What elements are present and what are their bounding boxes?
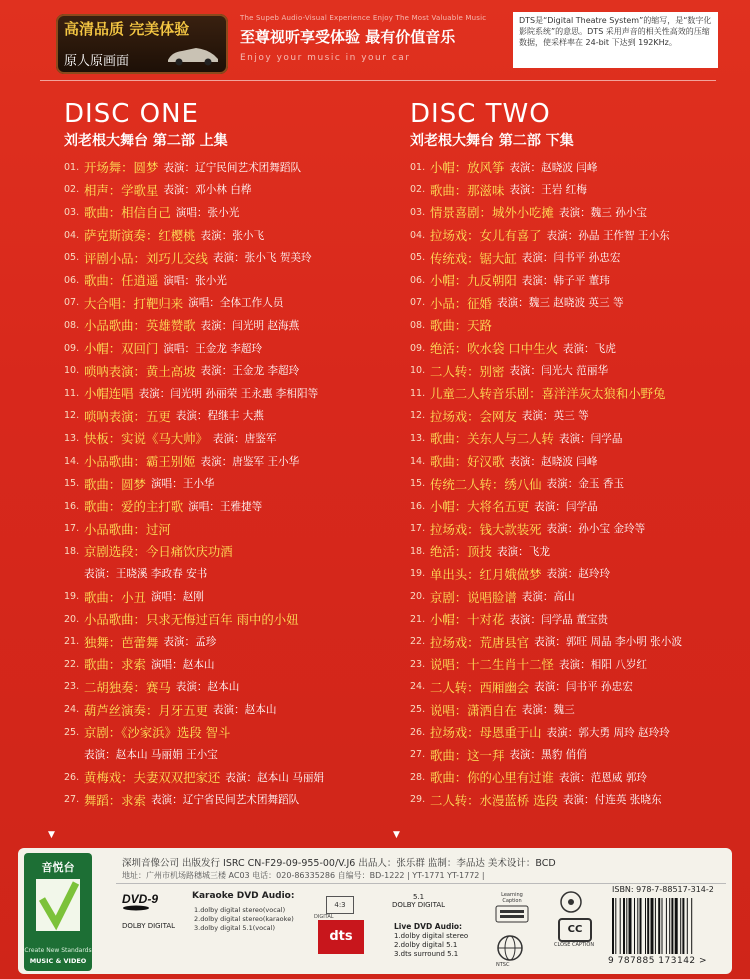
- track-row: [64, 766, 394, 789]
- track-performers: 演唱：张小光: [163, 274, 227, 287]
- track-performers: 演唱：赵本山: [150, 658, 215, 671]
- track-number: 07.: [410, 297, 426, 309]
- track-title: 二胡独奏：赛马: [84, 679, 171, 695]
- track-row: [410, 246, 740, 269]
- track-number: 18.: [64, 545, 80, 557]
- track-number: 01.: [410, 161, 426, 173]
- track-number: 08.: [410, 319, 426, 331]
- track-title: 拉场戏：钱大款装死: [430, 521, 542, 537]
- track-row: [410, 518, 740, 541]
- track-number: 01.: [64, 161, 80, 173]
- track-performers: 演唱：赵刚: [150, 591, 204, 604]
- disc-one-subtitle: 刘老根大舞台 第二部 上集: [64, 133, 228, 149]
- track-title: 大合唱：打靶归来: [84, 295, 184, 311]
- track-title: 京剧：说唱脸谱: [430, 589, 517, 605]
- live-audio-item: 2.dolby digital 5.1: [394, 941, 458, 949]
- track-number: 29.: [410, 794, 426, 806]
- karaoke-audio-title: Karaoke DVD Audio:: [192, 891, 295, 901]
- track-row: [64, 585, 394, 608]
- badge-line-1: 高清品质 完美体验: [64, 20, 190, 38]
- track-row: [410, 314, 740, 337]
- track-title: 独舞：芭蕾舞: [84, 634, 159, 650]
- dolby-51-caption: DOLBY DIGITAL: [392, 901, 446, 909]
- track-row: [410, 585, 740, 608]
- track-title: 唢呐表演：黄土高坡: [84, 363, 196, 379]
- track-row: [410, 766, 740, 789]
- track-performers: 表演：赵玲玲: [546, 568, 611, 581]
- track-title: 说唱：潇洒自在: [430, 702, 517, 718]
- track-number: 02.: [410, 184, 426, 196]
- track-performers: 表演：王金龙 李超玲: [200, 365, 300, 378]
- track-row: [64, 608, 394, 631]
- track-title: 歌曲：任逍遥: [84, 273, 159, 289]
- ntsc-globe-icon: [496, 934, 524, 962]
- track-title: 传统戏：锯大缸: [430, 250, 517, 266]
- track-performers: 表演：赵本山: [212, 704, 277, 717]
- karaoke-audio-item: 2.dolby digital stereo(karaoke): [194, 915, 294, 923]
- dvd-logo-icon: [122, 890, 174, 912]
- track-performers: 表演：赵晓波 闫峰: [509, 455, 598, 468]
- track-row: [64, 179, 394, 202]
- track-row: [410, 676, 740, 699]
- track-performers: 表演：韩子平 董玮: [521, 274, 610, 287]
- track-number: 22.: [64, 658, 80, 670]
- track-row: [410, 359, 740, 382]
- track-title: 葫芦丝演奏：月牙五更: [84, 702, 208, 718]
- track-title: 歌曲：小丑: [84, 589, 146, 605]
- track-title: 歌曲：这一拜: [430, 747, 505, 763]
- track-performers: 表演：闫学晶: [534, 500, 598, 513]
- track-performers: 表演：魏三 孙小宝: [558, 206, 648, 219]
- track-number: 12.: [410, 410, 426, 422]
- track-number: 03.: [410, 206, 426, 218]
- live-audio-item: 3.dts surround 5.1: [394, 950, 459, 958]
- track-number: 25.: [64, 726, 80, 738]
- track-title: 拉场戏：荒唐县官: [430, 634, 530, 650]
- track-number: 14.: [410, 455, 426, 467]
- track-number: 05.: [64, 252, 80, 264]
- track-row: [64, 630, 394, 653]
- track-number: 11.: [64, 387, 80, 399]
- track-performers: 表演：孙晶 王作智 王小东: [546, 229, 670, 242]
- track-number: 06.: [64, 274, 80, 286]
- track-row: [64, 676, 394, 699]
- track-title: 小品歌曲：霸王别姬: [84, 454, 196, 470]
- track-number: 15.: [410, 478, 426, 490]
- track-number: 12.: [64, 410, 80, 422]
- track-row: [64, 563, 394, 586]
- track-performers: 表演：张小飞 贺美玲: [212, 252, 312, 265]
- track-row: [64, 721, 394, 744]
- track-number: 17.: [64, 523, 80, 535]
- track-performers: 表演：闫书平 孙忠宏: [534, 681, 633, 694]
- track-row: [410, 427, 740, 450]
- live-audio-title: Live DVD Audio:: [394, 922, 463, 931]
- learning-caption-badge: [492, 892, 532, 926]
- track-row: [410, 337, 740, 360]
- track-number: 28.: [410, 771, 426, 783]
- track-title: 绝活：吹水袋 口中生火: [430, 341, 558, 357]
- track-performers: 表演：付连英 张晓东: [562, 794, 662, 807]
- track-title: 小帽：大将名五更: [430, 499, 530, 515]
- track-number: 24.: [410, 681, 426, 693]
- track-title: 萨克斯演奏：红樱桃: [84, 228, 196, 244]
- karaoke-audio-item: 3.dolby digital 5.1(vocal): [194, 924, 276, 932]
- track-title: 小帽：九反朝阳: [430, 273, 517, 289]
- track-number: 22.: [410, 636, 426, 648]
- track-number: 16.: [64, 500, 80, 512]
- track-title: 歌曲：求索: [84, 657, 146, 673]
- car-icon: [166, 44, 220, 66]
- track-title: 相声：学歌星: [84, 182, 159, 198]
- track-row: [410, 179, 740, 202]
- track-row: [64, 359, 394, 382]
- track-title: 京剧选段：今日痛饮庆功酒: [84, 544, 233, 560]
- track-title: 说唱：十二生肖十二怪: [430, 657, 554, 673]
- track-row: [64, 427, 394, 450]
- track-row: [410, 224, 740, 247]
- track-performers: 表演：魏三 赵晓波 英三 等: [496, 297, 624, 310]
- track-number: 13.: [64, 432, 80, 444]
- track-title: 歌曲：爱的主打歌: [84, 499, 184, 515]
- logo-title: 音悦台: [41, 861, 75, 874]
- track-title: 拉场戏：女儿有喜了: [430, 228, 542, 244]
- disc-two-track-list: [410, 156, 740, 811]
- track-performers: 表演：孙小宝 金玲等: [546, 523, 646, 536]
- track-number: 08.: [64, 319, 80, 331]
- track-performers: 表演：邓小林 白桦: [163, 184, 252, 197]
- check-mark-icon: [34, 877, 82, 933]
- live-audio-block: [394, 922, 468, 959]
- track-row: [410, 382, 740, 405]
- publisher-info: 深圳音像公司 出版发行 ISRC CN-F29-09-955-00/V.J6 出品人：张乐群 监制：李品达 美术设计：BCD: [122, 858, 556, 869]
- track-performers: 演唱：王金龙 李超玲: [163, 342, 263, 355]
- disc-icon: [558, 890, 584, 914]
- track-performers: 表演：飞虎: [562, 342, 616, 355]
- track-performers: 演唱：王小华: [150, 478, 215, 491]
- track-number: 21.: [64, 636, 80, 648]
- track-number: 25.: [410, 704, 426, 716]
- track-performers: 表演：王岩 红梅: [509, 184, 587, 197]
- track-row: [410, 450, 740, 473]
- track-title: 歌曲：圆梦: [84, 476, 146, 492]
- track-row: [410, 405, 740, 428]
- closed-caption-label: CLOSE CAPTION: [554, 942, 595, 948]
- keyboard-icon: [495, 904, 529, 924]
- track-number: 09.: [410, 342, 426, 354]
- dolby-51-value: 5.1: [412, 893, 425, 901]
- track-number: 27.: [410, 749, 426, 761]
- track-row: [410, 292, 740, 315]
- dolby-51-badge: [392, 893, 445, 909]
- track-number: 21.: [410, 613, 426, 625]
- track-row: [410, 789, 740, 812]
- track-number: 19.: [410, 568, 426, 580]
- track-title: 二人转：别密: [430, 363, 505, 379]
- track-number: 26.: [410, 726, 426, 738]
- track-row: [64, 789, 394, 812]
- track-row: [410, 698, 740, 721]
- track-row: [64, 653, 394, 676]
- track-number: 17.: [410, 523, 426, 535]
- track-row: [64, 698, 394, 721]
- track-title: 绝活：顶技: [430, 544, 492, 560]
- track-number: 04.: [64, 229, 80, 241]
- track-performers: 表演：赵本山 马丽娟: [225, 771, 325, 784]
- track-row: [410, 630, 740, 653]
- track-row: [64, 518, 394, 541]
- track-title: 评剧小品：刘巧儿交线: [84, 250, 208, 266]
- tagline-top: The Supeb Audio-Visual Experience Enjoy The Most Valuable Music: [240, 14, 487, 22]
- track-row: [410, 495, 740, 518]
- track-title: 歌曲：相信自己: [84, 205, 171, 221]
- track-performers: 表演：魏三: [521, 704, 575, 717]
- track-number: 14.: [64, 455, 80, 467]
- track-row: [410, 540, 740, 563]
- track-number: 15.: [64, 478, 80, 490]
- track-number: 11.: [410, 387, 426, 399]
- track-row: [410, 563, 740, 586]
- track-row: [64, 224, 394, 247]
- track-title: 小品歌曲：只求无悔过百年 雨中的小妞: [84, 612, 299, 628]
- track-title: 京剧：《沙家浜》选段 智斗: [84, 725, 231, 741]
- track-number: 24.: [64, 704, 80, 716]
- disc-two-subtitle: 刘老根大舞台 第二部 下集: [410, 133, 574, 149]
- track-row: [64, 156, 394, 179]
- track-number: 23.: [410, 658, 426, 670]
- track-title: 快板：实说《马大帅》: [84, 431, 208, 447]
- barcode: [610, 898, 724, 956]
- track-performers: 表演：郭旺 周晶 李小明 张小波: [534, 636, 682, 649]
- track-performers: 表演：飞龙: [496, 545, 550, 558]
- live-audio-item: 1.dolby digital stereo: [394, 932, 469, 940]
- track-performers: 表演：英三 等: [521, 410, 589, 423]
- track-performers: 表演：唐鉴军: [212, 432, 277, 445]
- dolby-digital-label: DOLBY DIGITAL: [122, 922, 176, 930]
- closed-caption-badge: CC: [558, 918, 592, 942]
- dts-logo: dts: [318, 920, 364, 954]
- track-row: [64, 337, 394, 360]
- disc-two-column: [410, 98, 740, 811]
- track-row: [410, 608, 740, 631]
- track-number: 04.: [410, 229, 426, 241]
- track-title: 二人转：水漫蓝桥 选段: [430, 792, 558, 808]
- track-title: 拉场戏：会网友: [430, 408, 517, 424]
- yinyuetai-logo: [24, 853, 92, 971]
- down-arrow-icon: ▼: [48, 830, 55, 840]
- track-title: 儿童二人转音乐剧：喜洋洋灰太狼和小野兔: [430, 386, 666, 402]
- track-number: 23.: [64, 681, 80, 693]
- svg-text:DVD-9: DVD-9: [122, 892, 159, 906]
- track-performers: 表演：孟珍: [163, 636, 217, 649]
- track-performers: 表演：辽宁民间艺术团舞蹈队: [163, 161, 302, 174]
- track-number: 18.: [410, 545, 426, 557]
- track-number: 05.: [410, 252, 426, 264]
- header-divider: [40, 80, 716, 81]
- track-row: [64, 540, 394, 563]
- track-title: 小帽：十对花: [430, 612, 505, 628]
- track-performers: 表演：闫光大 范丽华: [509, 365, 609, 378]
- track-row: [410, 472, 740, 495]
- track-number: 02.: [64, 184, 80, 196]
- track-performers: 表演：高山: [521, 591, 575, 604]
- track-performers: 表演：闫学晶: [558, 432, 623, 445]
- track-performers: 表演：王晓溪 李政春 安书: [84, 568, 208, 581]
- learning-caption-label: Learning Caption: [501, 892, 523, 904]
- track-row: [64, 314, 394, 337]
- karaoke-audio-item: 1.dolby digital stereo(vocal): [194, 906, 286, 914]
- track-performers: 表演：程继丰 大燕: [175, 410, 264, 423]
- karaoke-audio-list: [194, 906, 294, 933]
- track-number: 26.: [64, 771, 80, 783]
- down-arrow-icon: ▼: [393, 830, 400, 840]
- track-title: 黄梅戏：夫妻双双把家还: [84, 770, 221, 786]
- track-performers: 演唱：王雅捷等: [188, 500, 263, 513]
- logo-tagline: MUSIC & VIDEO: [29, 957, 87, 965]
- track-performers: 表演：辽宁省民间艺术团舞蹈队: [150, 794, 300, 807]
- disc-two-title: DISC TWO: [410, 99, 551, 129]
- track-row: [64, 382, 394, 405]
- track-performers: 表演：张小飞: [200, 229, 265, 242]
- track-row: [410, 201, 740, 224]
- track-performers: 演唱：张小光: [175, 206, 240, 219]
- track-title: 小品歌曲：过河: [84, 521, 171, 537]
- track-title: 歌曲：那滋味: [430, 182, 505, 198]
- track-row: [64, 405, 394, 428]
- disc-one-column: [64, 98, 394, 811]
- track-title: 歌曲：关东人与二人转: [430, 431, 554, 447]
- track-title: 二人转：西厢幽会: [430, 679, 530, 695]
- track-performers: 表演：相阳 八岁红: [558, 658, 648, 671]
- track-title: 小帽：放风筝: [430, 160, 505, 176]
- badge-line-2: 原人原画面: [64, 54, 130, 69]
- isbn-text: ISBN: 978-7-88517-314-2: [612, 885, 714, 894]
- track-performers: 表演：范恩威 郭玲: [558, 771, 648, 784]
- logo-subtitle: Create New Standards: [24, 947, 92, 954]
- track-performers: 表演：唐鉴军 王小华: [200, 455, 300, 468]
- track-performers: 表演：赵本山: [175, 681, 240, 694]
- track-number: 09.: [64, 342, 80, 354]
- track-performers: 表演：闫光明 孙丽荣 王永惠 李相阳等: [138, 387, 319, 400]
- track-number: 16.: [410, 500, 426, 512]
- address-info: 地址：广州市机场路穗城三楼 AC03 电话：020-86335286 自编号：BD-1222 | YT-1771 YT-1772 |: [122, 871, 485, 880]
- tagline-bottom: Enjoy your music in your car: [240, 53, 411, 63]
- track-row: [410, 653, 740, 676]
- track-title: 小帽：双回门: [84, 341, 159, 357]
- track-title: 舞蹈：求索: [84, 792, 146, 808]
- track-performers: 演唱：全体工作人员: [188, 297, 284, 310]
- track-number: 27.: [64, 794, 80, 806]
- barcode-number: 9 787885 173142 >: [608, 956, 708, 966]
- disc-one-title: DISC ONE: [64, 99, 199, 129]
- track-title: 情景喜剧：城外小吃摊: [430, 205, 554, 221]
- slogan: 至尊视听享受体验 最有价值音乐: [240, 28, 456, 46]
- track-performers: 表演：闫书平 孙忠宏: [521, 252, 621, 265]
- disc-one-track-list: [64, 156, 394, 811]
- track-performers: 表演：赵本山 马丽娟 王小宝: [84, 749, 218, 762]
- track-number: 10.: [64, 365, 80, 377]
- quality-badge: [56, 14, 228, 74]
- track-title: 单出头：红月娥做梦: [430, 566, 542, 582]
- track-row: [64, 495, 394, 518]
- track-row: [64, 743, 394, 766]
- track-title: 拉场戏：母恩重于山: [430, 725, 542, 741]
- track-row: [64, 292, 394, 315]
- track-title: 小品歌曲：英雄赞歌: [84, 318, 196, 334]
- track-title: 唢呐表演：五更: [84, 408, 171, 424]
- track-row: [64, 450, 394, 473]
- ntsc-label: NTSC: [496, 962, 510, 968]
- footer-panel: [18, 848, 732, 974]
- track-row: [64, 269, 394, 292]
- track-performers: 表演：闫光明 赵海燕: [200, 319, 300, 332]
- track-number: 13.: [410, 432, 426, 444]
- track-title: 开场舞：圆梦: [84, 160, 159, 176]
- track-number: 20.: [410, 591, 426, 603]
- dts-note: DTS是“Digital Theatre System”的缩写，是“数字化影院系统”的意思。DTS 采用声音的相关性高效的压缩数据，使采样率在 24-bit 下达到 192KHz。: [513, 12, 718, 68]
- track-title: 歌曲：好汉歌: [430, 454, 505, 470]
- track-row: [410, 156, 740, 179]
- track-row: [410, 269, 740, 292]
- track-performers: 表演：赵晓波 闫峰: [509, 161, 598, 174]
- track-row: [410, 743, 740, 766]
- track-row: [410, 721, 740, 744]
- footer-divider: [116, 883, 726, 884]
- track-title: 小品：征婚: [430, 295, 492, 311]
- track-number: 03.: [64, 206, 80, 218]
- track-number: 20.: [64, 613, 80, 625]
- track-performers: 表演：金玉 香玉: [546, 478, 625, 491]
- aspect-ratio-badge: 4:3: [326, 896, 354, 914]
- track-row: [64, 201, 394, 224]
- track-number: 10.: [410, 365, 426, 377]
- track-title: 传统二人转：绣八仙: [430, 476, 542, 492]
- track-number: 06.: [410, 274, 426, 286]
- track-performers: 表演：黑豹 俏俏: [509, 749, 587, 762]
- track-title: 歌曲：你的心里有过谁: [430, 770, 554, 786]
- track-performers: 表演：郭大勇 周玲 赵玲玲: [546, 726, 670, 739]
- dts-caption: DIGITAL: [314, 914, 334, 920]
- track-row: [64, 472, 394, 495]
- track-title: 小帽连唱: [84, 386, 134, 402]
- track-row: [64, 246, 394, 269]
- track-title: 歌曲：天路: [430, 318, 492, 334]
- track-number: 07.: [64, 297, 80, 309]
- track-performers: 表演：闫学晶 董宝贵: [509, 613, 609, 626]
- track-number: 19.: [64, 591, 80, 603]
